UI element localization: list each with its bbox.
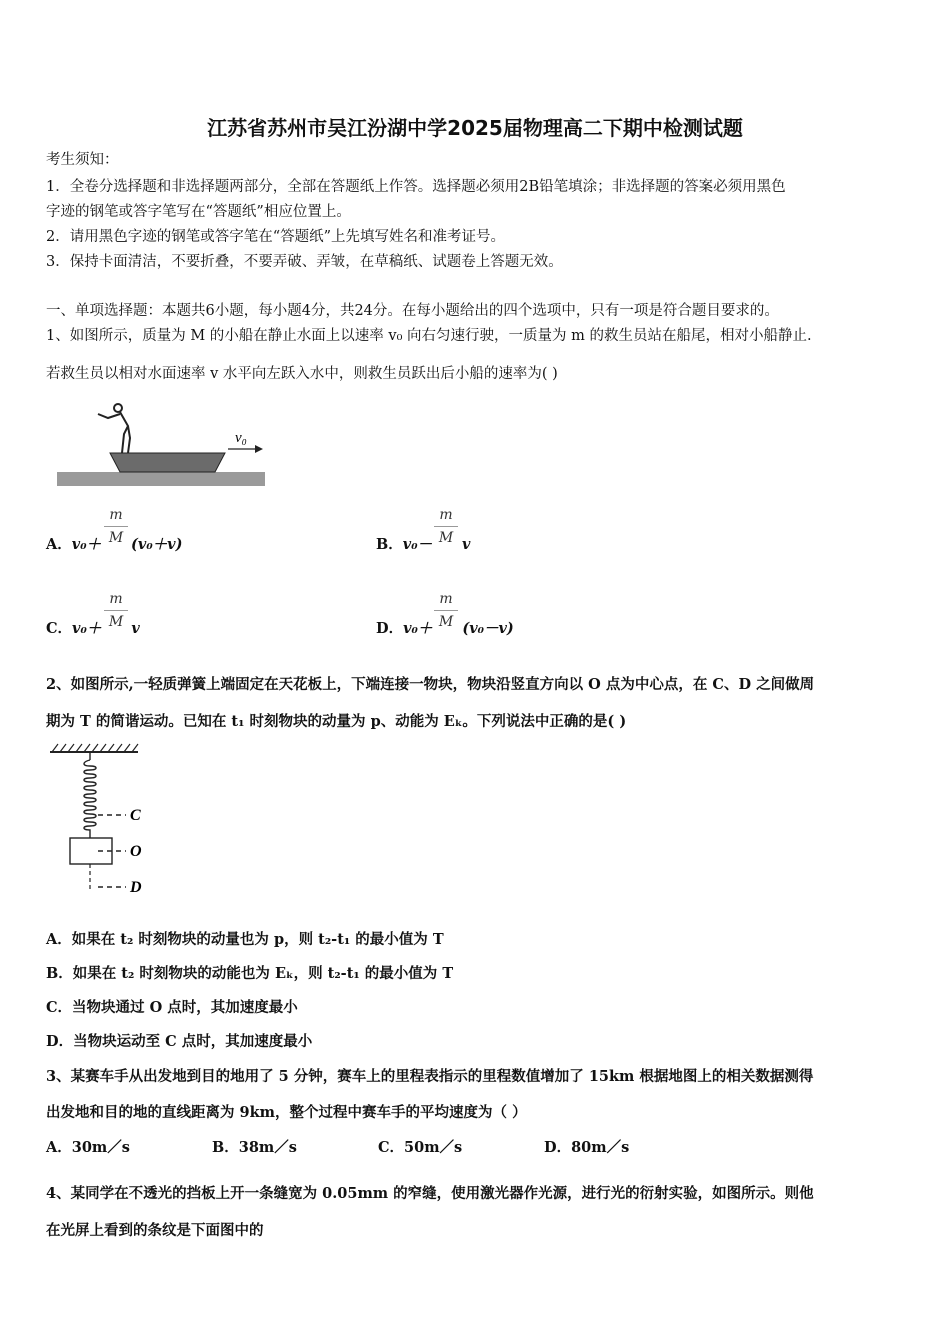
- q2-option-d[interactable]: D．当物块运动至 C 点时，其加速度最小: [46, 1033, 313, 1050]
- boat-figure: [50, 398, 280, 493]
- option-pre: v₀＋: [71, 536, 102, 553]
- label-o: O: [130, 843, 142, 860]
- fraction-num: m: [439, 591, 453, 607]
- spring-coil: [84, 760, 96, 838]
- water-surface: [57, 472, 265, 486]
- spring-figure: [46, 742, 156, 902]
- fraction-d: [434, 591, 458, 630]
- fraction-num: m: [109, 507, 123, 523]
- option-post: (v₀－v): [462, 620, 514, 637]
- fraction-den: M: [438, 614, 454, 630]
- option-pre: v₀－: [402, 536, 433, 553]
- q3-line-1: 3、某赛车手从出发地到目的地用了 5 分钟，赛车上的里程表指示的里程数值增加了 15km 根据地图上的相关数据测得: [46, 1068, 814, 1085]
- option-pre: v₀＋: [72, 620, 102, 637]
- fraction-num: m: [109, 591, 123, 607]
- option-label: A．: [46, 536, 72, 553]
- fraction-a: [104, 507, 128, 546]
- ceiling-hatch: [52, 744, 138, 752]
- block: [70, 838, 112, 864]
- fraction-den: M: [108, 530, 124, 546]
- fraction-c: [104, 591, 128, 630]
- velocity-label: v₀: [235, 430, 247, 446]
- option-label: B．: [376, 536, 403, 553]
- q3-option-d[interactable]: D．80m／s: [544, 1139, 630, 1156]
- option-label: D．: [376, 620, 404, 637]
- option-pre: v₀＋: [403, 620, 433, 637]
- q1-line-1: 1、如图所示，质量为 M 的小船在静止水面上以速率 v₀ 向右匀速行驶，一质量为 m 的救生员站在船尾，相对小船静止.: [46, 328, 812, 344]
- option-post: (v₀＋v): [131, 536, 183, 553]
- q3-option-a[interactable]: A．30m／s: [46, 1139, 130, 1156]
- option-post: v: [131, 620, 140, 637]
- page-title: 江苏省苏州市吴江汾湖中学2025届物理高二下期中检测试题: [207, 116, 743, 140]
- q4-line-2: 在光屏上看到的条纹是下面图中的: [46, 1222, 264, 1239]
- boat-hull: [110, 453, 225, 472]
- option-label: C．: [46, 620, 73, 637]
- q3-line-2: 出发地和目的地的直线距离为 9km，整个过程中赛车手的平均速度为（ ）: [46, 1104, 527, 1121]
- fraction-b: [434, 507, 458, 546]
- section-heading: 一、单项选择题：本题共6小题，每小题4分，共24分。在每小题给出的四个选项中，只有一项是符合题目要求的。: [46, 303, 779, 319]
- notice-line-4: 3．保持卡面清洁，不要折叠，不要弄破、弄皱，在草稿纸、试题卷上答题无效。: [46, 254, 563, 270]
- q2-option-b[interactable]: B．如果在 t₂ 时刻物块的动能也为 Eₖ，则 t₂-t₁ 的最小值为 T: [46, 965, 454, 982]
- q1-line-2: 若救生员以相对水面速率 v 水平向左跃入水中，则救生员跃出后小船的速率为( ): [46, 366, 558, 382]
- q2-option-a[interactable]: A．如果在 t₂ 时刻物块的动量也为 p，则 t₂-t₁ 的最小值为 T: [46, 931, 444, 948]
- lifeguard-figure: [98, 404, 130, 453]
- fraction-den: M: [108, 614, 124, 630]
- velocity-arrow-head: [255, 445, 263, 453]
- q3-option-c[interactable]: C．50m／s: [378, 1139, 463, 1156]
- label-d: D: [130, 879, 142, 896]
- q3-option-b[interactable]: B．38m／s: [212, 1139, 297, 1156]
- label-c: C: [130, 807, 141, 824]
- option-post: v: [462, 536, 471, 553]
- q2-line-1: 2、如图所示,一轻质弹簧上端固定在天花板上，下端连接一物块，物块沿竖直方向以 O 点为中心点，在 C、D 之间做周: [46, 676, 815, 693]
- q2-option-c[interactable]: C．当物块通过 O 点时，其加速度最小: [46, 999, 298, 1016]
- fraction-den: M: [438, 530, 454, 546]
- q2-line-2: 期为 T 的简谐运动。已知在 t₁ 时刻物块的动量为 p、动能为 Eₖ。下列说法中正确的是( ): [46, 713, 627, 730]
- notice-heading: 考生须知：: [46, 152, 119, 168]
- fraction-num: m: [439, 507, 453, 523]
- notice-line-3: 2．请用黑色字迹的钢笔或答字笔在“答题纸”上先填写姓名和准考证号。: [46, 229, 506, 245]
- notice-line-1: 1．全卷分选择题和非选择题两部分，全部在答题纸上作答。选择题必须用2B铅笔填涂；非选择题的答案必须用黑色: [46, 179, 786, 195]
- notice-line-2: 字迹的钢笔或答字笔写在“答题纸”相应位置上。: [46, 204, 351, 220]
- q4-line-1: 4、某同学在不透光的挡板上开一条缝宽为 0.05mm 的窄缝，使用激光器作光源，进行光的衍射实验，如图所示。则他: [46, 1185, 814, 1202]
